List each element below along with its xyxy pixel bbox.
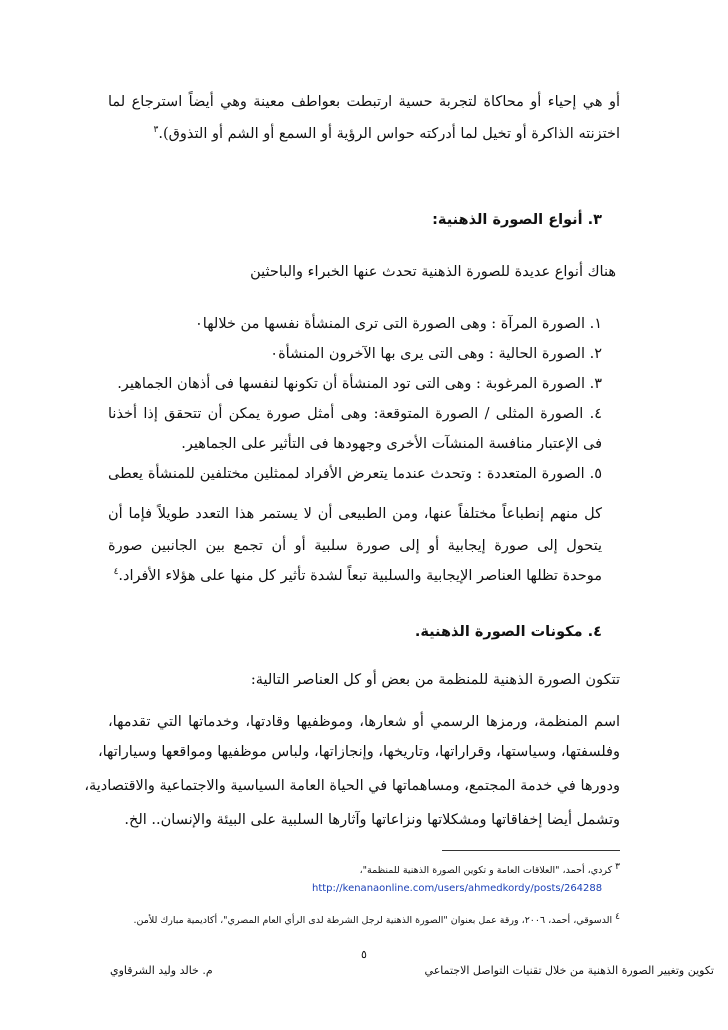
footnote-link[interactable]: http://kenanaonline.com/users/ahmedkordy/posts/264288	[312, 883, 603, 894]
section-heading: ٣. أنواع الصورة الذهنية:	[432, 212, 602, 228]
list-item-continued: موحدة تظلها العناصر الإيجابية والسلبية تبعاً لشدة تأثير كل منها على هؤلاء الأفراد.$^٤$	[113, 567, 602, 584]
list-item: ٤. الصورة المثلى / الصورة المتوقعة: وهى أمثل صورة يمكن أن تتحقق إذا أخذنا	[108, 406, 602, 422]
paragraph-line: وتشمل أيضا إخفاقاتها ومشكلاتها ونزاعاتها وآثارها السلبية على البيئة والإنسان.. الخ.	[124, 812, 620, 828]
footer-author: م. خالد وليد الشرقاوي	[110, 964, 213, 977]
list-item: ٢. الصورة الحالية : وهى التى يرى بها الآخرون المنشأة٠	[270, 346, 602, 362]
section-intro: تتكون الصورة الذهنية للمنظمة من بعض أو كل العناصر التالية:	[250, 672, 620, 688]
list-item: ١. الصورة المرآة : وهى الصورة التى ترى المنشأة نفسها من خلالها٠	[195, 316, 602, 332]
paragraph-line: اسم المنظمة، ورمزها الرسمي أو شعارها، وموظفيها وقادتها، وخدماتها التي تقدمها،	[108, 714, 620, 730]
section-heading: ٤. مكونات الصورة الذهنية.	[414, 624, 602, 640]
footer-title: تكوين وتغيير الصورة الذهنية من خلال تقنيات التواصل الاجتماعي	[424, 964, 714, 977]
paragraph-line: ودورها في خدمة المجتمع، ومساهماتها في الحياة العامة السياسية والاجتماعية والاقتصادية،	[84, 778, 620, 794]
footnote: $^٤$ الدسوقي، أحمد، ٢٠٠٦، ورقة عمل بعنوان "الصورة الذهنية لرجل الشرطة لدى الرأي العام المصري"، أكاديمية مبارك للأمن.	[133, 911, 620, 926]
footnote-number: ٤	[615, 911, 620, 922]
list-item-continued: يتحول إلى صورة إيجابية أو إلى صورة سلبية أو أن تجمع بين الجانبين صورة	[108, 538, 602, 554]
footnote: $^٣$ كردي، أحمد، "العلاقات العامة و تكوين الصورة الذهنية للمنظمة"،	[359, 861, 620, 876]
list-item: ٣. الصورة المرغوبة : وهى التى تود المنشأة أن تكونها لنفسها فى أذهان الجماهير.	[117, 376, 602, 392]
list-item: ٥. الصورة المتعددة : وتحدث عندما يتعرض الأفراد لممثلين مختلفين للمنشأة يعطى	[108, 466, 602, 482]
section-intro: هناك أنواع عديدة للصورة الذهنية تحدث عنها الخبراء والباحثين	[250, 264, 616, 280]
paragraph-line: اختزنته الذاكرة أو تخيل لما أدركته حواس الرؤية أو السمع أو الشم أو التذوق).$^٣$	[153, 125, 620, 142]
footnote-ref[interactable]: ٤	[113, 567, 119, 578]
paragraph-line: أو هي إحياء أو محاكاة لتجربة حسية ارتبطت بعواطف معينة وهي أيضاً استرجاع لما	[108, 94, 620, 110]
paragraph-line: وفلسفتها، وسياستها، وقراراتها، وتاريخها، وإنجازاتها، ولباس موظفيها ومواقعها وسياراتها،	[97, 744, 620, 760]
list-item-continued: فى الإعتبار منافسة المنشآت الأخرى وجهودها فى التأثير على الجماهير.	[181, 436, 602, 452]
list-item-continued: كل منهم إنطباعاً مختلفاً عنها، ومن الطبيعى أن لا يستمر هذا التعدد طويلاً فإما أن	[108, 506, 602, 522]
page-number: ٥	[361, 948, 367, 961]
footnote-ref[interactable]: ٣	[153, 125, 159, 136]
footnote-number: ٣	[615, 861, 620, 872]
footnote-separator	[442, 850, 620, 851]
